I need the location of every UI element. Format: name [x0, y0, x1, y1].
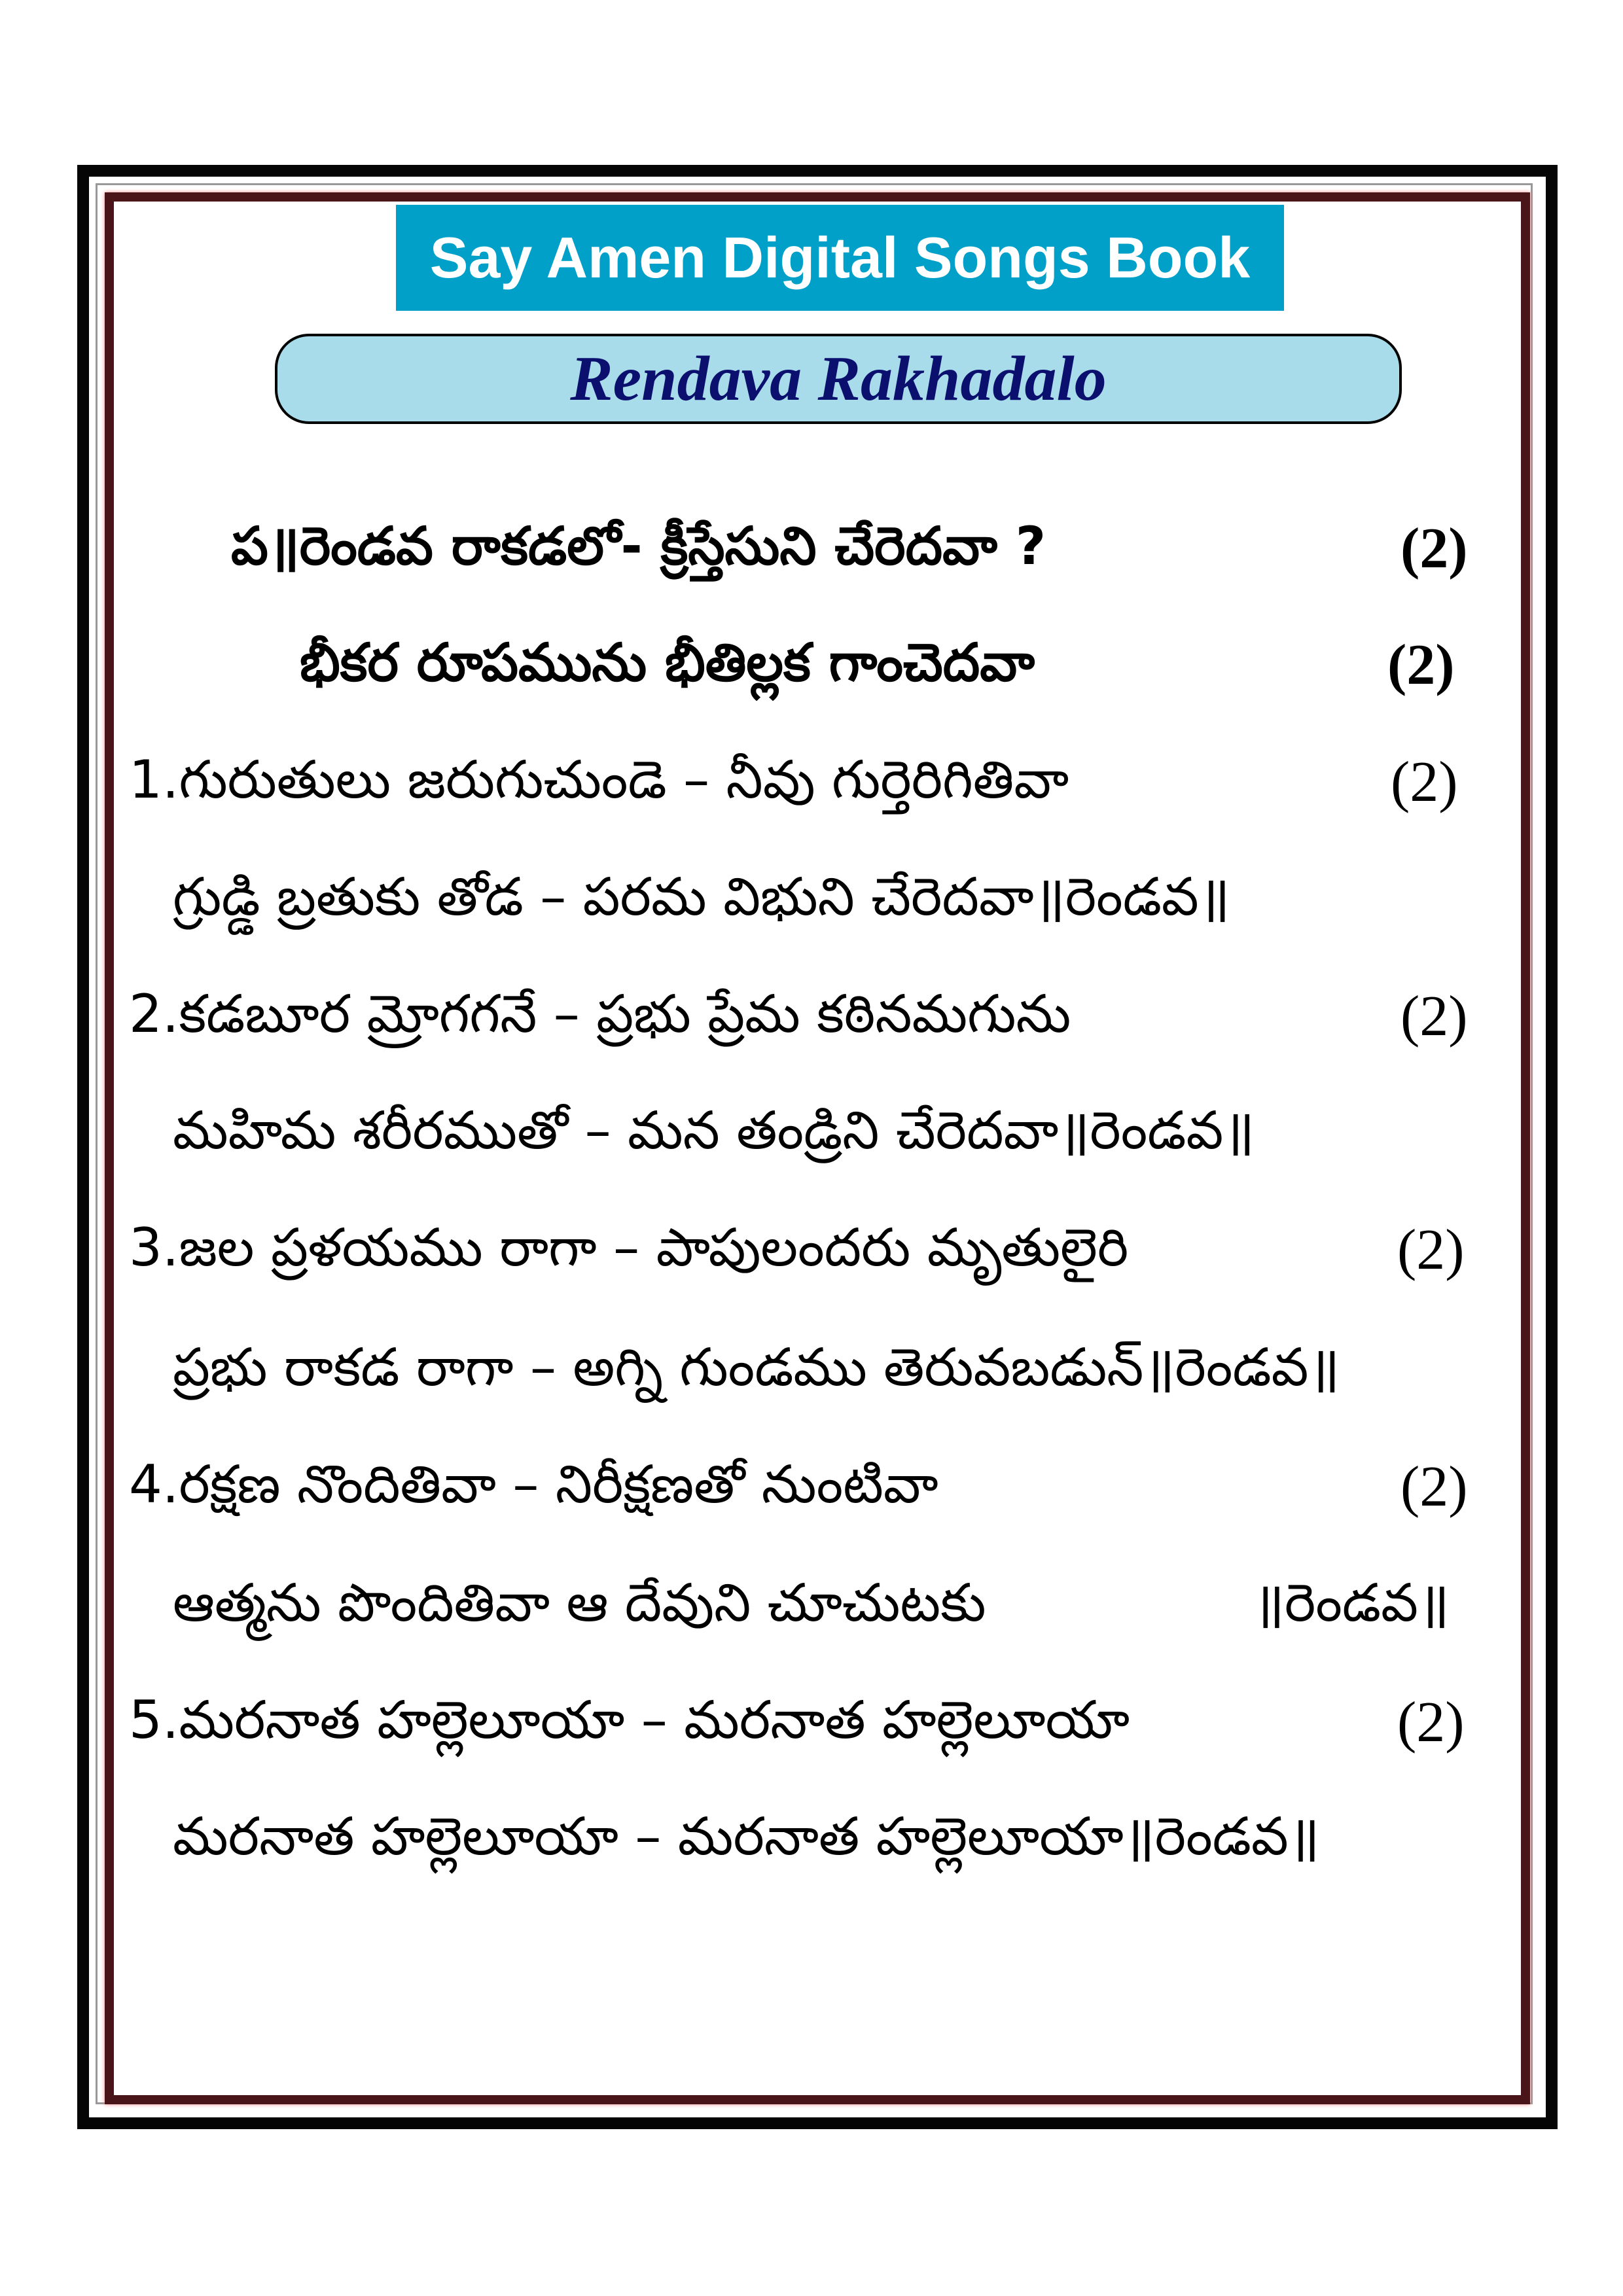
repeat-marker: (2): [1400, 1455, 1468, 1519]
lyric-line: గ్రుడ్డి బ్రతుకు తోడ – పరమ విభుని చేరెదవా॥రెండవ॥: [173, 866, 1230, 927]
lyric-line: ఆత్మను పొందితివా ఆ దేవుని చూచుటకు: [173, 1572, 986, 1633]
lyric-line: ప్రభు రాకడ రాగా – అగ్ని గుండము తెరువబడున్॥రెండవ॥: [173, 1337, 1340, 1398]
repeat-marker: (2): [1397, 1218, 1465, 1282]
lyric-line: 5.మరనాత హల్లెలూయా – మరనాత హల్లెలూయా: [129, 1689, 1130, 1750]
lyric-line: ప॥రెండవ రాకడలో- క్రీస్తేసుని చేరెదవా ?: [231, 516, 1046, 576]
lyric-line: మహిమ శరీరముతో – మన తండ్రిని చేరెదవా॥రెండవ॥: [173, 1100, 1255, 1161]
song-title-pill: [275, 334, 1402, 424]
lyric-line: 2.కడబూర మ్రోగగనే – ప్రభు ప్రేమ కఠినమగును: [129, 983, 1071, 1044]
refrain-marker: ॥రెండవ॥: [1253, 1572, 1450, 1633]
book-title-banner: [396, 205, 1284, 311]
lyric-line: 4.రక్షణ నొందితివా – నిరీక్షణతో నుంటివా: [129, 1454, 938, 1515]
repeat-marker: (2): [1400, 985, 1468, 1048]
repeat-marker: (2): [1391, 751, 1458, 814]
lyric-line: 1.గురుతులు జరుగుచుండె – నీవు గుర్తెరిగితివా: [129, 749, 1069, 810]
lyric-line: 3.జల ప్రళయము రాగా – పాపులందరు మృతులైరి: [129, 1217, 1129, 1278]
book-title: Say Amen Digital Songs Book: [429, 225, 1251, 290]
repeat-marker: (2): [1387, 633, 1455, 697]
repeat-marker: (2): [1397, 1691, 1465, 1754]
lyric-line: మరనాత హల్లెలూయా – మరనాత హల్లెలూయా॥రెండవ॥: [173, 1806, 1320, 1867]
repeat-marker: (2): [1400, 517, 1468, 580]
lyric-line: భీకర రూపమును భీతిల్లక గాంచెదవా: [300, 632, 1035, 693]
song-title: Rendava Rakhadalo: [570, 344, 1107, 414]
